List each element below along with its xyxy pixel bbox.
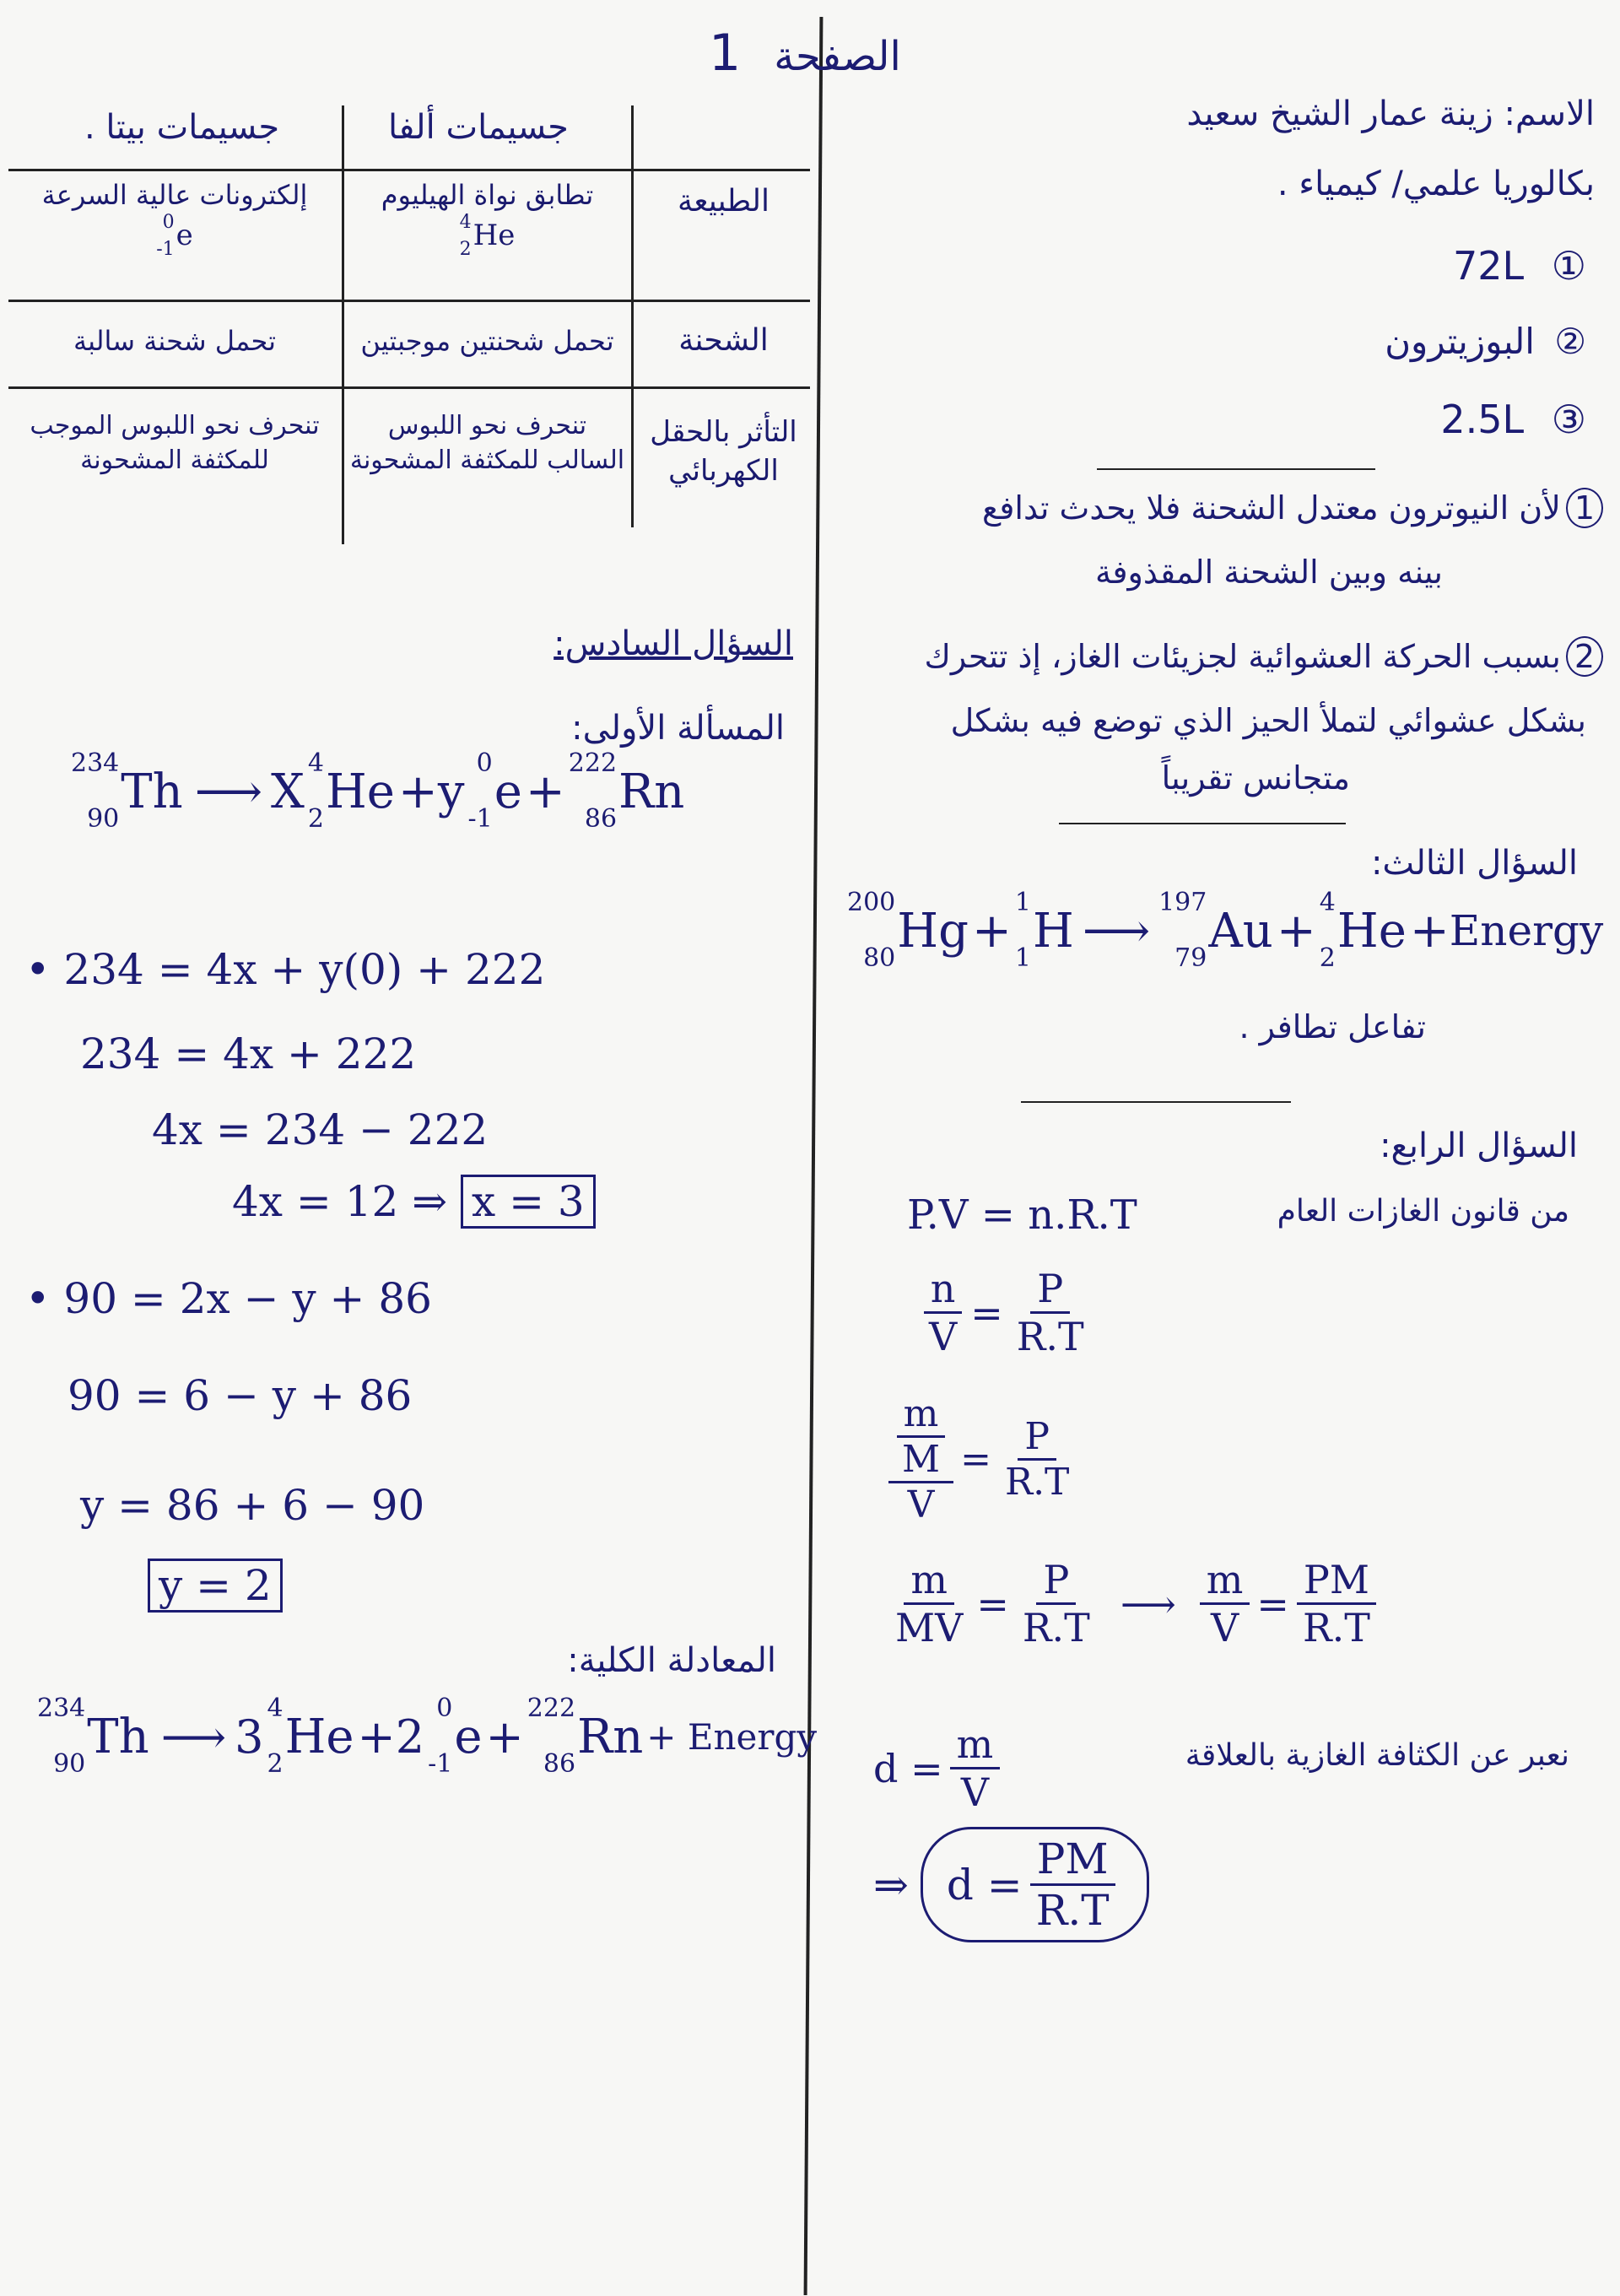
q3-au-symbol: Au [1208, 903, 1273, 959]
q6-full-rn [527, 1696, 644, 1777]
q6-y: y [437, 764, 465, 819]
q4-step3-lhs2 [1200, 1557, 1250, 1650]
table-row1-beta-symbol [10, 213, 339, 259]
q4-step3-p: P [1036, 1557, 1076, 1605]
q4-step-1 [915, 1266, 1098, 1359]
q6-he-sym: He [325, 764, 395, 819]
table-line-h2 [8, 300, 810, 302]
q6-plus-1: + [397, 764, 438, 819]
q6-he-Z: 2 [307, 804, 324, 834]
q4-step2-rhs [998, 1415, 1076, 1504]
q4-step3-lhs [888, 1557, 969, 1650]
q4-step3-eq2: = [1256, 1580, 1289, 1627]
q2-item-2-line2: بشكل عشوائي لتملأ الحيز الذي توضع فيه بشكل [950, 702, 1586, 739]
q3-he-symbol: He [1336, 903, 1407, 959]
q3-he-A: 4 [1319, 888, 1336, 917]
q3-h-Z: 1 [1014, 943, 1031, 973]
table-row2-beta: تحمل شحنة سالبة [73, 325, 277, 357]
q6-e-A: 0 [476, 748, 493, 778]
q6-step-2: 234 = 4x + 222 [80, 1029, 417, 1078]
q3-au-Z: 79 [1174, 943, 1207, 973]
q2-item-2-line3: متجانس تقريباً [1161, 759, 1350, 797]
q6-full-he-Z: 2 [267, 1749, 284, 1779]
q3-arrow: ⟶ [1082, 903, 1151, 959]
q2-item-2-num: 2 [1566, 636, 1603, 677]
q4-final [873, 1827, 1149, 1942]
q6-step-4-text: 4x = 12 ⇒ [232, 1177, 448, 1226]
answer-2-text: البوزيترون [1385, 321, 1535, 362]
q4-step2-v: V [907, 1483, 935, 1526]
table-he-Z: 2 [459, 239, 472, 261]
answer-1 [1453, 243, 1586, 289]
q6-full-rn-sym: Rn [577, 1709, 644, 1764]
q2-item-1-line2: بينه وبين الشحنة المقذوفة [1094, 554, 1443, 591]
answer-2 [1385, 321, 1586, 362]
q6-full-rn-Z: 86 [543, 1749, 576, 1779]
q4-step1-rhs [1010, 1266, 1091, 1359]
q6-full-e-sym: e [454, 1709, 483, 1764]
q6-full-equation [34, 1696, 817, 1777]
q4-step3-rt2: R.T [1302, 1605, 1370, 1650]
page-number: 1 [709, 24, 742, 83]
answer-1-num: ① [1551, 243, 1586, 289]
page-number-header [709, 24, 901, 83]
q4-step2-num [888, 1392, 953, 1483]
q3-hg-symbol: Hg [897, 903, 969, 959]
q6-equation [68, 748, 688, 834]
table-line-h3 [8, 386, 810, 389]
q4-density-v: V [960, 1769, 990, 1815]
q6-step-7: y = 86 + 6 − 90 [80, 1481, 425, 1530]
q4-step1-p: P [1030, 1266, 1070, 1314]
q6-step-4 [232, 1177, 596, 1226]
q6-y-result-box: y = 2 [148, 1559, 283, 1613]
q4-final-arrow: ⇒ [873, 1860, 909, 1910]
q6-problem-label: المسألة الأولى: [571, 709, 785, 748]
q4-step2-M: M [902, 1438, 941, 1481]
q4-step3-mv: MV [895, 1605, 964, 1650]
section-rule-3 [1021, 1101, 1291, 1103]
table-e-sym: e [176, 219, 193, 253]
q4-step3-rt: R.T [1022, 1605, 1090, 1650]
q6-y-result [148, 1561, 283, 1610]
q4-title: السؤال الرابع: [1380, 1126, 1578, 1165]
q3-he-Z: 2 [1319, 943, 1336, 973]
q3-plus-3: + [1409, 903, 1450, 959]
table-row2-label: الشحنة [678, 323, 769, 358]
q3-note: تفاعل تطافر . [1239, 1008, 1426, 1045]
q6-step-5-text: 90 = 2x − y + 86 [63, 1274, 432, 1323]
q6-x: X [270, 764, 305, 819]
q6-full-coef-he: 3 [235, 1710, 264, 1764]
table-row1-alpha [346, 177, 629, 259]
table-header-alpha: جسيمات ألفا [388, 108, 569, 147]
table-he-nucleus [460, 213, 516, 259]
q4-step3-rhs [1016, 1557, 1097, 1650]
table-e-A: 0 [162, 212, 175, 234]
q4-step3-rhs2 [1296, 1557, 1377, 1650]
q6-th-sym: Th [121, 764, 183, 819]
table-row2-alpha: تحمل شحنتين موجبتين [360, 325, 614, 357]
answer-3-num: ③ [1551, 397, 1586, 442]
q3-au-A: 197 [1158, 888, 1207, 917]
q4-step-2 [882, 1392, 1083, 1526]
q4-step1-v: V [929, 1314, 958, 1359]
q3-energy: Energy [1449, 906, 1604, 955]
q6-full-he [267, 1696, 354, 1777]
q4-final-d: d = [946, 1860, 1023, 1910]
q3-plus-1: + [971, 903, 1012, 959]
q4-step2-lhs [888, 1392, 953, 1526]
q2-item-1 [982, 489, 1603, 527]
student-name: الاسم: زينة عمار الشيخ سعيد [1186, 95, 1595, 133]
q3-hg-A: 200 [847, 888, 896, 917]
q6-step-1-text: 234 = 4x + y(0) + 222 [63, 945, 546, 994]
q3-h-A: 1 [1014, 888, 1031, 917]
q3-he [1320, 890, 1407, 971]
page-divider [804, 17, 824, 2295]
table-row1-label: الطبيعة [678, 184, 770, 219]
q6-e-Z: -1 [467, 804, 493, 834]
q6-th-Z: 90 [87, 804, 120, 834]
q4-step2-rt: R.T [1004, 1461, 1070, 1504]
q4-density-m: m [950, 1721, 1001, 1769]
table-line-v2 [631, 105, 634, 527]
q2-item-1-line1: لأن النيوترون معتدل الشحنة فلا يحدث تدافع [982, 489, 1561, 527]
q2-item-2 [925, 638, 1603, 675]
q4-step3-eq: = [976, 1580, 1009, 1627]
table-he-sym: He [472, 219, 516, 253]
q6-x-result: x = 3 [461, 1175, 596, 1229]
answer-3 [1440, 397, 1586, 442]
q3-h [1015, 890, 1074, 971]
q4-step1-rt: R.T [1016, 1314, 1084, 1359]
q6-rn-sym: Rn [618, 764, 685, 819]
q4-step3-m: m [904, 1557, 954, 1605]
q6-full-energy: + Energy [646, 1715, 818, 1758]
q6-th-A: 234 [71, 748, 120, 778]
q6-rn-Z: 86 [584, 804, 618, 834]
table-e-particle [156, 213, 193, 259]
table-header-beta: جسيمات بيتا . [84, 108, 280, 147]
q6-full-eq-label: المعادلة الكلية: [567, 1641, 776, 1680]
q2-item-1-num: 1 [1566, 488, 1603, 528]
q4-final-rt: R.T [1035, 1886, 1110, 1935]
q4-step3-arrow: ⟶ [1120, 1580, 1176, 1627]
q6-th [71, 748, 183, 834]
table-e-Z: -1 [156, 239, 175, 261]
q6-step-1: • 234 = 4x + y(0) + 222 [25, 945, 546, 994]
q6-full-arrow: ⟶ [160, 1710, 227, 1764]
table-line-h1 [8, 169, 810, 171]
q3-au [1158, 890, 1273, 971]
table-row1-beta [10, 177, 339, 259]
table-line-v1 [342, 105, 344, 544]
q3-hg [847, 890, 969, 971]
table-row1-beta-text: إلكترونات عالية السرعة [41, 179, 308, 211]
q6-full-he-sym: He [284, 1709, 354, 1764]
q4-density-label: نعبر عن الكثافة الغازية بالعلاقة [1185, 1738, 1569, 1773]
q6-he-A: 4 [307, 748, 324, 778]
answer-1-text: 72L [1452, 243, 1525, 289]
q6-step-3: 4x = 234 − 222 [152, 1105, 489, 1154]
q6-arrow: ⟶ [194, 764, 262, 819]
table-row3-label: التأثر بالحقل الكهربائي [650, 415, 797, 488]
q4-step1-eq: = [970, 1289, 1003, 1336]
q4-step1-n: n [924, 1266, 963, 1314]
q4-step3-pm: PM [1297, 1557, 1376, 1605]
q6-full-e-Z: -1 [428, 1749, 453, 1779]
q4-density-frac [950, 1721, 1001, 1815]
q6-full-coef-e: 2 [395, 1710, 425, 1764]
q6-full-th-Z: 90 [53, 1749, 86, 1779]
q3-equation [844, 890, 1603, 971]
q4-density-d: d = [873, 1745, 943, 1791]
q6-full-th-sym: Th [87, 1709, 149, 1764]
q6-full-rn-A: 222 [526, 1694, 576, 1723]
q6-e-sym: e [494, 764, 522, 819]
q4-law: P.V = n.R.T [907, 1191, 1137, 1239]
q6-step-5: • 90 = 2x − y + 86 [25, 1274, 432, 1323]
q4-final-result [921, 1827, 1149, 1942]
table-row3-beta: تنحرف نحو اللبوس الموجب للمكثفة المشحونة [30, 411, 320, 475]
q6-full-e-A: 0 [436, 1694, 453, 1723]
q2-item-2-line1: بسبب الحركة العشوائية لجزيئات الغاز، إذ تتحرك [924, 638, 1561, 675]
q4-step2-inner [895, 1392, 947, 1481]
q4-step1-lhs [922, 1266, 964, 1359]
q6-rn-A: 222 [568, 748, 618, 778]
q4-step-3 [882, 1557, 1384, 1650]
table-he-A: 4 [459, 212, 472, 234]
q4-final-frac [1029, 1834, 1116, 1935]
q4-step2-m: m [897, 1392, 946, 1438]
q4-step3-m2: m [1200, 1557, 1250, 1605]
q6-he [307, 748, 395, 834]
table-row1-alpha-text: تطابق نواة الهيليوم [381, 179, 594, 211]
q6-e [467, 748, 522, 834]
answer-3-text: 2.5L [1440, 397, 1525, 442]
page-label: الصفحة [774, 33, 901, 80]
q6-full-th [37, 1696, 149, 1777]
q4-final-pm: PM [1030, 1834, 1115, 1886]
q4-density-eq [873, 1721, 1007, 1815]
q4-step2-p: P [1018, 1415, 1056, 1461]
q6-title: السؤال السادس: [554, 624, 793, 663]
q3-h-symbol: H [1032, 903, 1074, 959]
table-row3-alpha: تنحرف نحو اللبوس السالب للمكثفة المشحونة [349, 411, 625, 475]
q4-law-label: من قانون الغازات العام [1277, 1194, 1569, 1229]
section-rule-1 [1097, 468, 1375, 470]
q3-title: السؤال الثالث: [1370, 844, 1578, 883]
answer-2-num: ② [1554, 321, 1586, 362]
table-row1-alpha-symbol [346, 213, 629, 259]
q6-full-e [428, 1696, 482, 1777]
q6-full-he-A: 4 [267, 1694, 284, 1723]
student-class: بكالوريا علمي/ كيمياء . [1277, 165, 1595, 203]
q6-rn [568, 748, 685, 834]
q6-full-th-A: 234 [37, 1694, 86, 1723]
q6-step-6: 90 = 6 − y + 86 [68, 1371, 413, 1420]
q6-full-plus-1: + [357, 1710, 396, 1764]
q3-hg-Z: 80 [863, 943, 896, 973]
section-rule-2 [1059, 823, 1346, 824]
q6-plus-2: + [525, 764, 565, 819]
q6-full-plus-2: + [485, 1710, 524, 1764]
q4-step2-eq: = [960, 1438, 991, 1481]
q3-plus-2: + [1276, 903, 1316, 959]
q4-step3-v2: V [1210, 1605, 1239, 1650]
